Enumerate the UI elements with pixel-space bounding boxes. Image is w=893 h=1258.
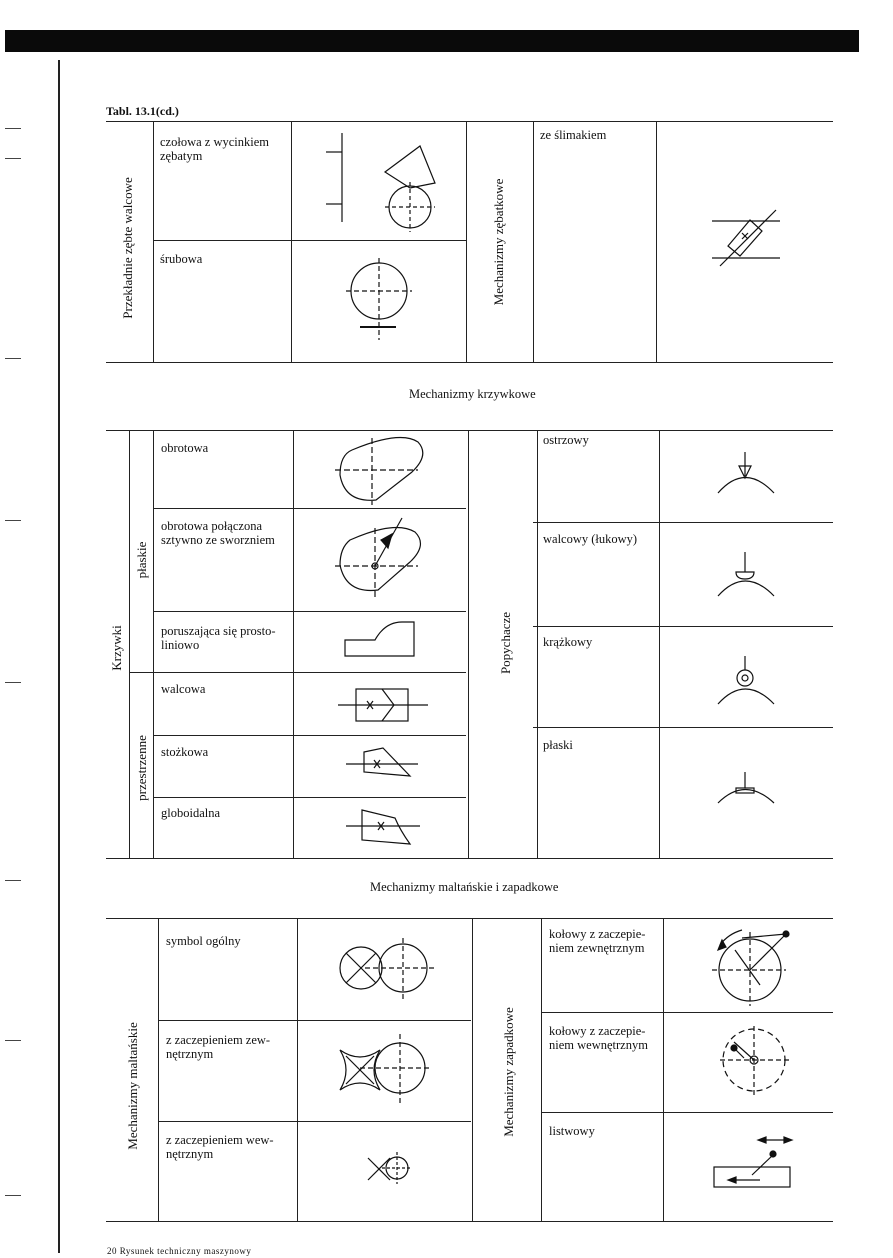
row-label-linear-ratchet: listwowy bbox=[549, 1124, 595, 1138]
row-label-linear-cam: poruszająca się prosto- liniowo bbox=[161, 624, 276, 652]
subgroup-label-flat: płaskie bbox=[134, 541, 149, 579]
row-label-conical-cam: stożkowa bbox=[161, 745, 209, 759]
row-label-internal-geneva: z zaczepieniem wew- nętrznym bbox=[166, 1133, 274, 1161]
row-label-general-symbol: symbol ogólny bbox=[166, 934, 241, 948]
group-label-rack-mechanisms: Mechanizmy zębatkowe bbox=[491, 178, 506, 306]
subgroup-label-spatial: przestrzenne bbox=[134, 735, 149, 801]
row-label-rotary-pinned-cam: obrotowa połączona sztywno ze sworzniem bbox=[161, 519, 275, 547]
row-label-roller-arc-follower: walcowy (łukowy) bbox=[543, 532, 638, 546]
row-label-globoidal-cam: globoidalna bbox=[161, 806, 221, 820]
group-label-followers: Popychacze bbox=[498, 611, 513, 675]
row-label-wheel-follower: krążkowy bbox=[543, 635, 593, 649]
row-label-sector-gear: czołowa z wycinkiem zębatym bbox=[160, 135, 269, 163]
group-label-geneva: Mechanizmy maltańskie bbox=[125, 1022, 140, 1150]
table-caption: Tabl. 13.1(cd.) bbox=[106, 104, 179, 118]
row-label-external-ratchet: kołowy z zaczepie- niem zewnętrznym bbox=[549, 927, 646, 955]
group-label-spur-gears: Przekładnie zębte walcowe bbox=[120, 177, 135, 319]
row-label-cylindrical-cam: walcowa bbox=[161, 682, 206, 696]
row-label-worm: ze ślimakiem bbox=[540, 128, 607, 142]
section-title-geneva: Mechanizmy maltańskie i zapadkowe bbox=[370, 880, 559, 894]
group-label-cams: Krzywki bbox=[109, 625, 124, 671]
section-title-cams: Mechanizmy krzywkowe bbox=[409, 387, 536, 401]
row-label-rotary-cam: obrotowa bbox=[161, 441, 209, 455]
page-footer: 20 Rysunek techniczny maszynowy bbox=[107, 1246, 252, 1256]
row-label-flat-follower: płaski bbox=[543, 738, 573, 752]
row-label-helical: śrubowa bbox=[160, 252, 203, 266]
group-label-ratchet: Mechanizmy zapadkowe bbox=[501, 1007, 516, 1137]
row-label-internal-ratchet: kołowy z zaczepie- niem wewnętrznym bbox=[549, 1024, 648, 1052]
row-label-external-geneva: z zaczepieniem zew- nętrznym bbox=[166, 1033, 271, 1061]
row-label-knife-follower: ostrzowy bbox=[543, 433, 589, 447]
